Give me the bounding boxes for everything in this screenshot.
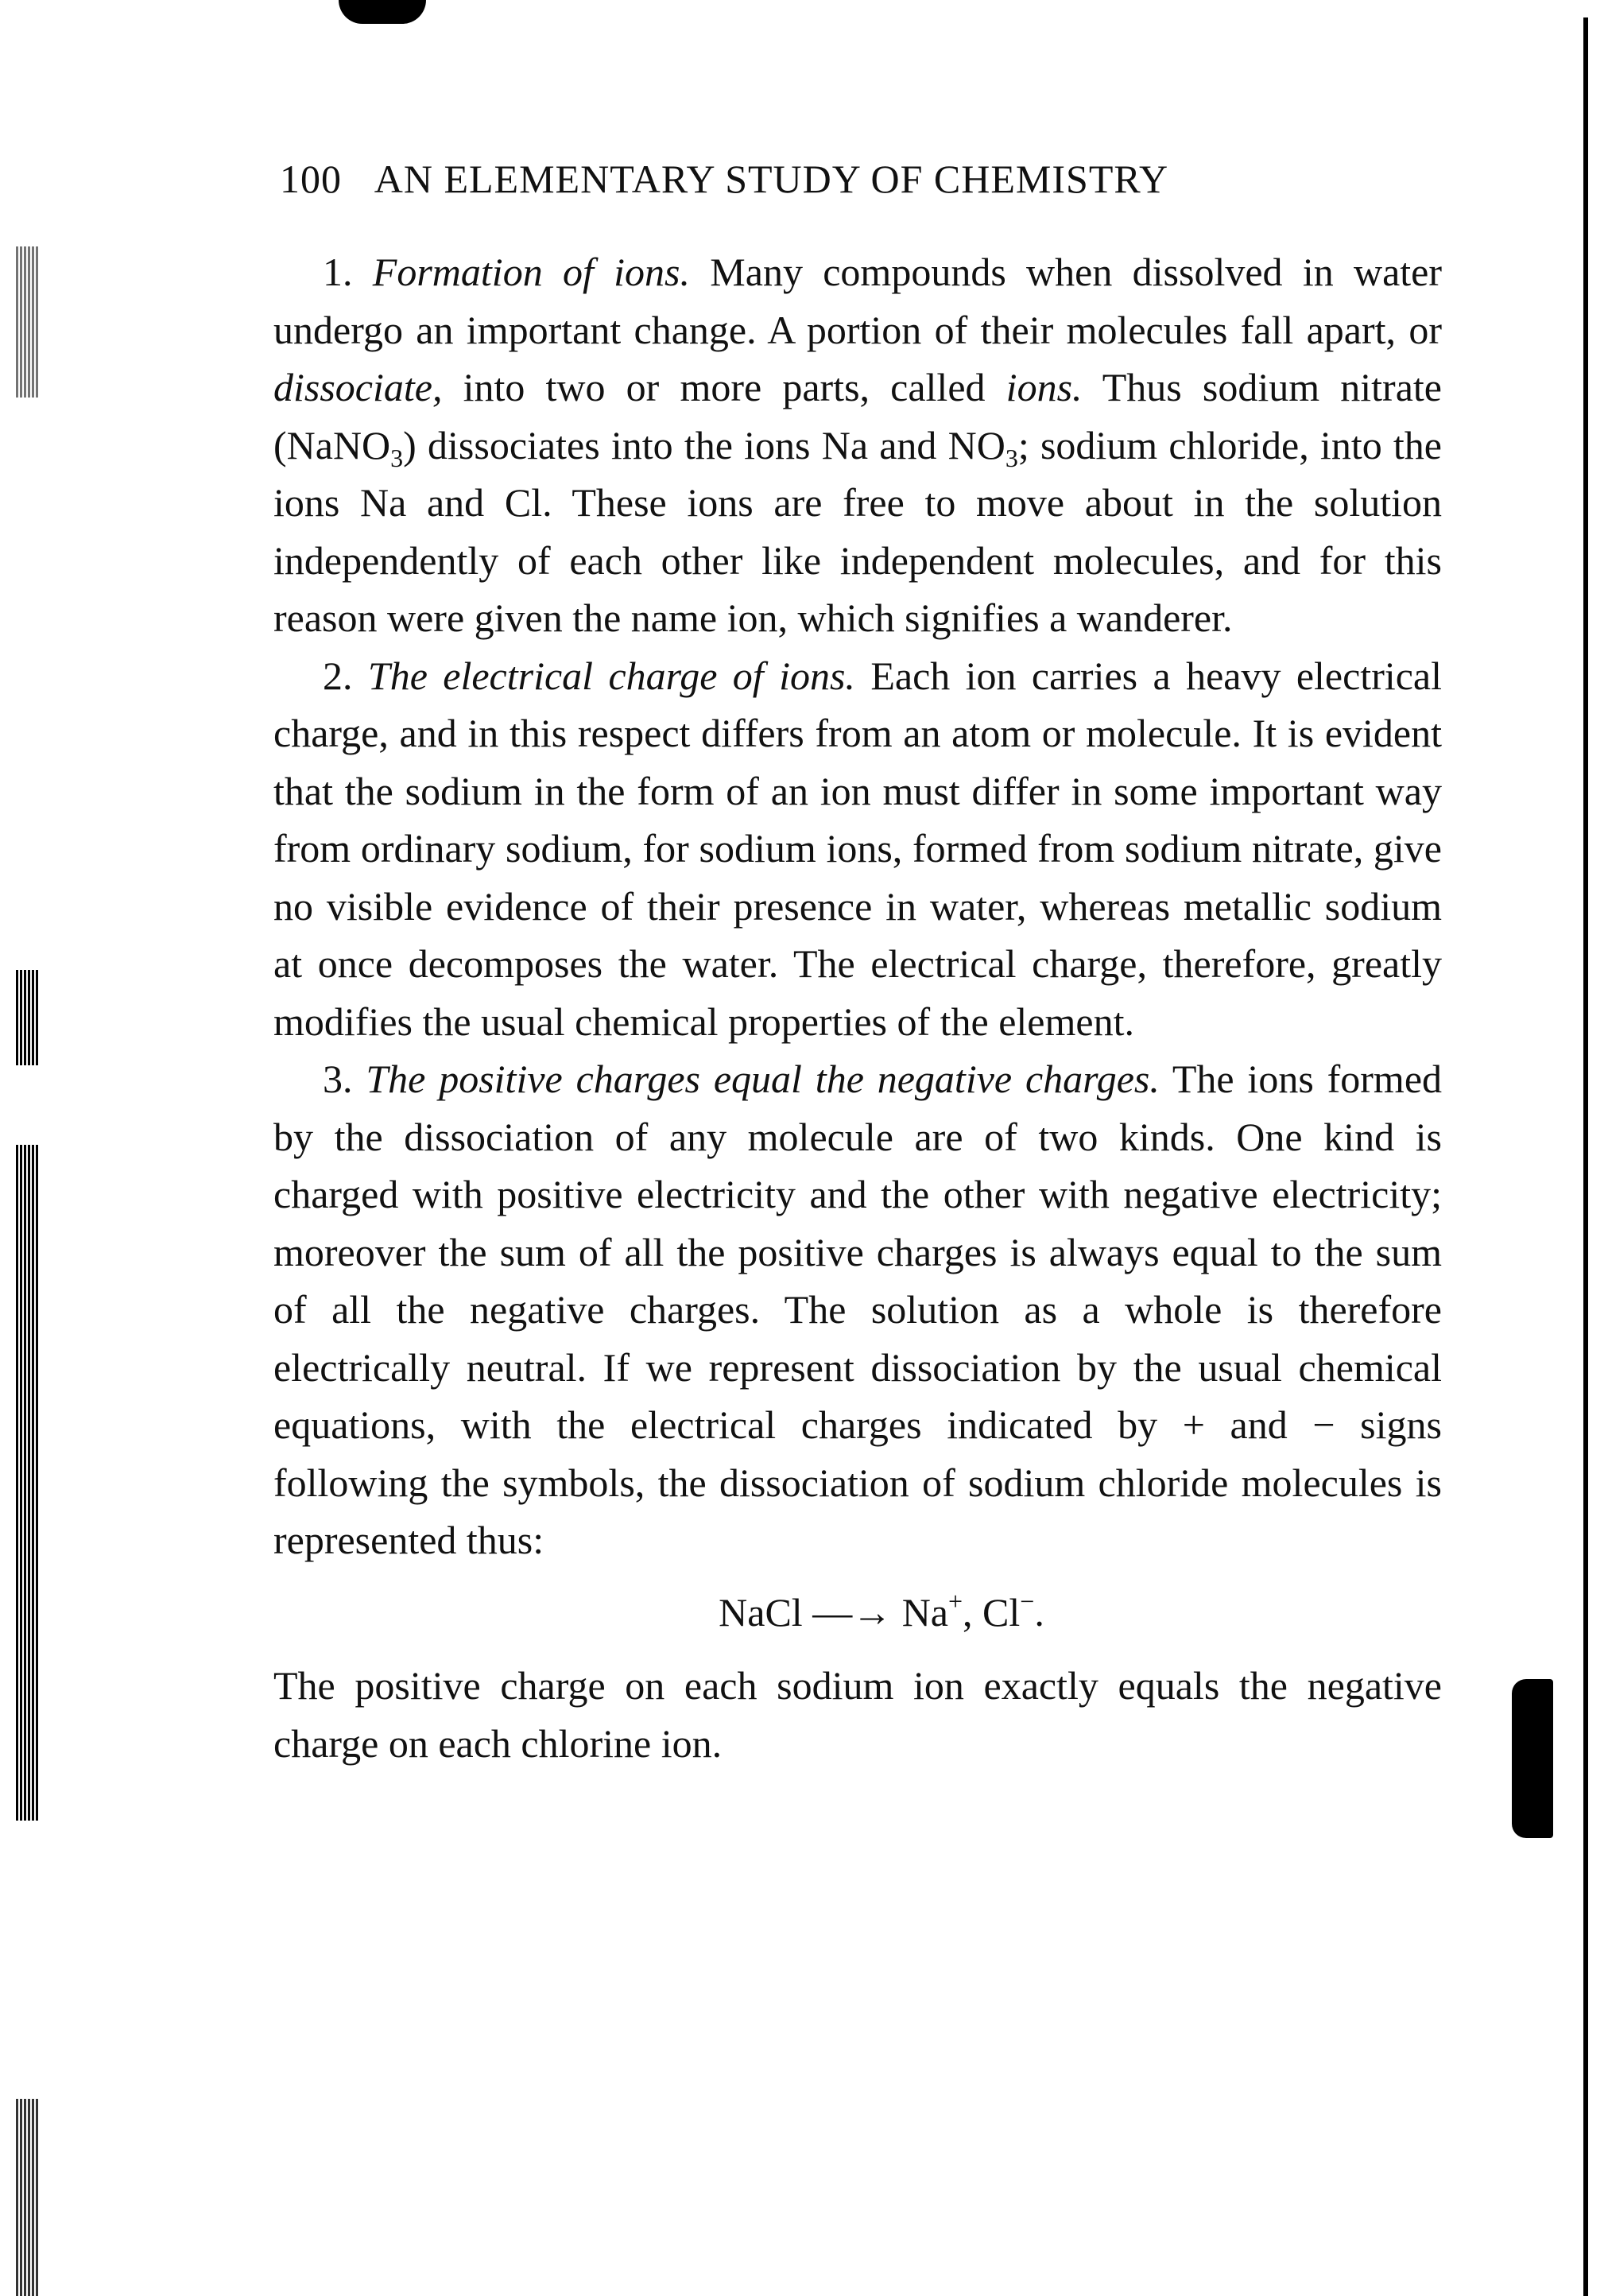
page-edge-line (1583, 17, 1588, 2296)
reactant: NaCl (719, 1589, 803, 1635)
section-number: 3. (323, 1057, 353, 1101)
charge: + (948, 1586, 963, 1615)
section-text: The ions formed by the dissociation of any molecule are of two kinds. One kind is charged with positive electricity and the other with negative electricity; moreover the sum of all the positive charges is always equal to the sum of all the negative charges. The solution as a whole is therefore electrically neutral. If we represent dissociation by the usual chemical equations, with the electrical charges indicated by + and − signs following the symbols, the dissociation of sodium chloride molecules is represented thus: (273, 1057, 1443, 1562)
section-number: 2. (323, 653, 353, 698)
page-body (273, 243, 1442, 1772)
scan-blotch-right (1512, 1679, 1553, 1838)
binding-shadow (16, 970, 38, 1065)
emphasis-term: ions. (1005, 365, 1083, 409)
section-1 (273, 243, 1442, 647)
running-title: AN ELEMENTARY STUDY OF CHEMISTRY (374, 157, 1169, 201)
section-title: The electrical charge of ions. (367, 653, 855, 698)
section-text: Each ion carries a heavy electrical charge, and in this respect differs from an atom or molecule. It is evident that the sodium in the form of an ion must differ in some important way from ordinary sodium, for sodium ions, formed from sodium nitrate, give no visible evidence of their presence in water, whereas metallic sodium at once decomposes the water. The electrical charge, therefore, greatly modifies the usual chemical properties of the element. (273, 653, 1443, 1044)
binding-shadow (16, 2099, 38, 2296)
chemical-equation (273, 1584, 1442, 1642)
period: . (1034, 1589, 1044, 1635)
subscript: 3 (1005, 443, 1018, 472)
section-text: Many compounds when dissolved in water undergo an important change. A portion of their molecules fall apart, or (273, 250, 1443, 352)
section-number: 1. (323, 250, 353, 294)
binding-shadow (16, 1145, 38, 1821)
section-2 (273, 647, 1442, 1051)
page-number: 100 (280, 157, 342, 201)
section-text: Thus sodium nitrate (NaNO (273, 365, 1442, 467)
section-text: ) dissociates into the ions Na and NO (403, 422, 1005, 467)
separator: , (963, 1589, 983, 1635)
running-header (280, 156, 1337, 202)
subscript: 3 (390, 443, 404, 472)
closing-paragraph: The positive charge on each sodium ion exactly equals the negative charge on each chlorine ion. (273, 1663, 1442, 1766)
section-text: ; sodium chloride, into the ions Na and Cl. These ions are free to move about in the solution independently of each other like independent molecules, and for this reason were given the name ion, which signifies a wanderer. (273, 422, 1442, 640)
section-3 (273, 1050, 1442, 1569)
charge: − (1020, 1586, 1035, 1615)
section-text: into two or more parts, called (442, 365, 1006, 409)
binding-shadow (16, 246, 38, 398)
product: Cl (982, 1589, 1021, 1635)
emphasis-term: dissociate, (273, 365, 443, 409)
product: Na (901, 1589, 948, 1635)
reaction-arrow: —→ (812, 1589, 893, 1635)
section-title: The positive charges equal the negative charges. (366, 1057, 1160, 1101)
scan-blotch-top (339, 0, 426, 24)
section-title: Formation of ions. (372, 250, 690, 294)
